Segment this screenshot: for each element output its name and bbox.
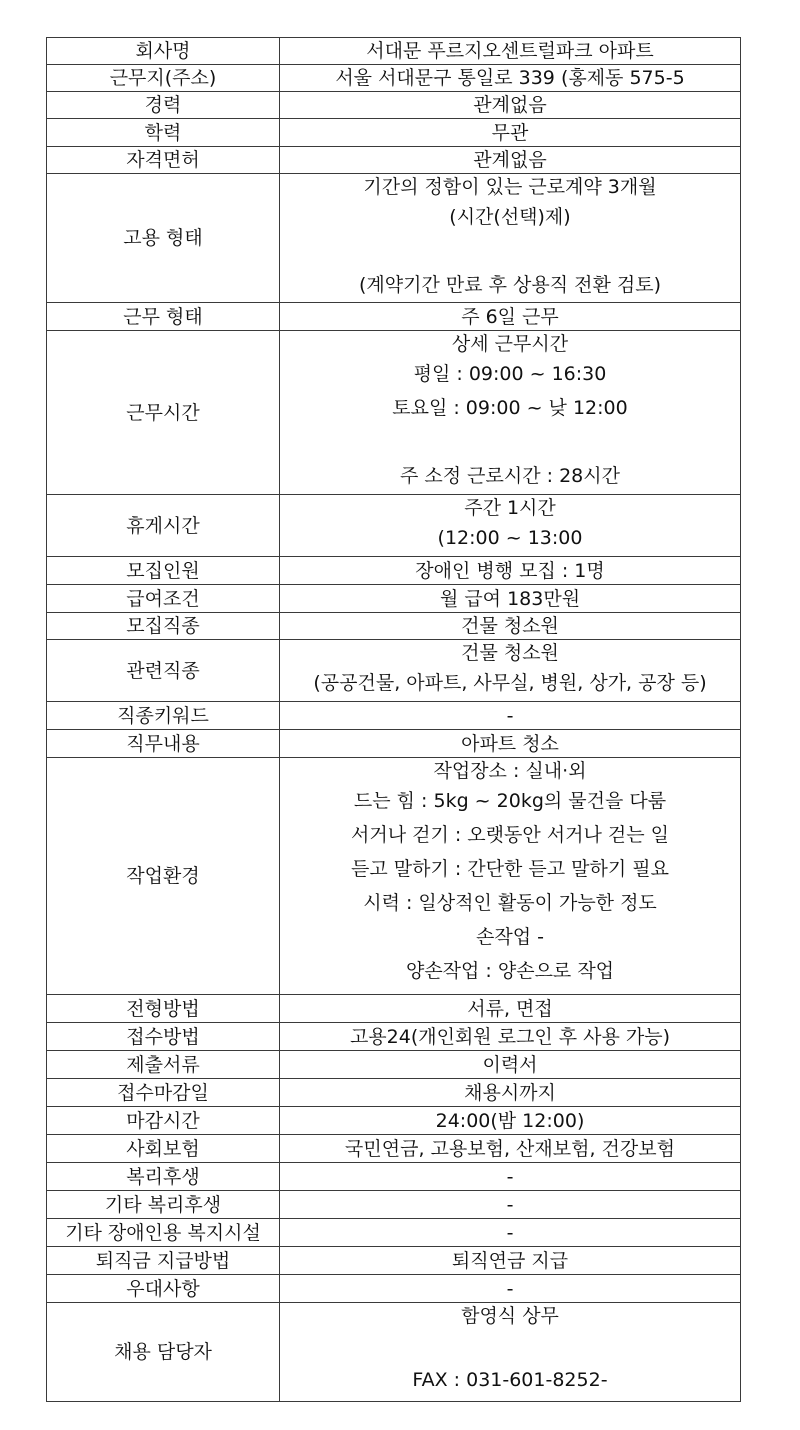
row-value: 관계없음 [280, 147, 741, 174]
value-line: (12:00 ~ 13:00 [437, 527, 583, 549]
table-row [47, 995, 741, 1023]
table-row [47, 557, 741, 585]
row-label: 급여조건 [47, 585, 280, 613]
row-label: 근무시간 [47, 331, 280, 495]
row-value: - [280, 1219, 741, 1247]
row-value: 24:00(밤 12:00) [280, 1107, 741, 1135]
value-line: 서거나 걷기 : 오랫동안 서거나 걷는 일 [351, 824, 669, 846]
table-row [47, 730, 741, 758]
value-line: (계약기간 만료 후 상용직 전환 검토) [359, 274, 661, 296]
table-row [47, 303, 741, 331]
row-value: 국민연금, 고용보험, 산재보험, 건강보험 [280, 1135, 741, 1163]
row-value: 서류, 면접 [280, 995, 741, 1023]
table-row [47, 640, 741, 702]
row-label: 회사명 [47, 38, 280, 65]
row-label: 퇴직금 지급방법 [47, 1247, 280, 1275]
row-value: 퇴직연금 지급 [280, 1247, 741, 1275]
row-label: 직종키워드 [47, 702, 280, 730]
table-row [47, 38, 741, 65]
row-label: 접수방법 [47, 1023, 280, 1051]
table-row [47, 702, 741, 730]
row-label: 자격면허 [47, 147, 280, 174]
row-label: 고용 형태 [47, 174, 280, 303]
value-line: 양손작업 : 양손으로 작업 [405, 960, 615, 982]
table-row [47, 1051, 741, 1079]
table-row [47, 758, 741, 995]
value-line: 듣고 말하기 : 간단한 듣고 말하기 필요 [351, 858, 669, 880]
table-row [47, 1247, 741, 1275]
row-value: 장애인 병행 모집 : 1명 [280, 557, 741, 585]
value-line: 작업장소 : 실내·외 [433, 760, 587, 782]
row-label: 접수마감일 [47, 1079, 280, 1107]
row-value: 이력서 [280, 1051, 741, 1079]
value-line: 손작업 - [476, 926, 544, 948]
job-posting-table [46, 37, 741, 1402]
row-value: - [280, 702, 741, 730]
row-label: 작업환경 [47, 758, 280, 995]
value-line [280, 234, 740, 268]
value-line [280, 425, 740, 459]
row-label: 채용 담당자 [47, 1303, 280, 1402]
row-label: 근무 형태 [47, 303, 280, 331]
row-value: - [280, 1275, 741, 1303]
table-row [47, 495, 741, 557]
value-line: 토요일 : 09:00 ~ 낮 12:00 [392, 397, 628, 419]
table-row [47, 585, 741, 613]
row-label: 우대사항 [47, 1275, 280, 1303]
table-row [47, 1275, 741, 1303]
row-label: 모집인원 [47, 557, 280, 585]
row-label: 직무내용 [47, 730, 280, 758]
value-line: 주간 1시간 [464, 497, 556, 519]
row-label: 경력 [47, 92, 280, 119]
table-row [47, 1107, 741, 1135]
row-value: 아파트 청소 [280, 730, 741, 758]
row-value: 채용시까지 [280, 1079, 741, 1107]
table-row [47, 1163, 741, 1191]
table-row [47, 1303, 741, 1402]
value-line: 상세 근무시간 [451, 333, 569, 355]
value-line: 함영식 상무 [461, 1305, 559, 1327]
value-line: (시간(선택)제) [449, 206, 571, 228]
row-value: - [280, 1163, 741, 1191]
row-value: 서대문 푸르지오센트럴파크 아파트 [280, 38, 741, 65]
value-line: 평일 : 09:00 ~ 16:30 [413, 363, 607, 385]
row-label: 기타 복리후생 [47, 1191, 280, 1219]
value-line: (공공건물, 아파트, 사무실, 병원, 상가, 공장 등) [313, 672, 707, 694]
row-value: 건물 청소원 [280, 613, 741, 640]
value-line: FAX : 031-601-8252- [412, 1369, 608, 1391]
table-row [47, 1023, 741, 1051]
table-row [47, 65, 741, 92]
value-line: 시력 : 일상적인 활동이 가능한 정도 [363, 892, 657, 914]
row-label: 마감시간 [47, 1107, 280, 1135]
table-row [47, 119, 741, 147]
row-label: 근무지(주소) [47, 65, 280, 92]
row-value [280, 758, 741, 995]
row-label: 사회보험 [47, 1135, 280, 1163]
row-value: 서울 서대문구 통일로 339 (홍제동 575-5 [280, 65, 741, 92]
value-line: 건물 청소원 [461, 642, 559, 664]
table-row [47, 1191, 741, 1219]
row-label: 모집직종 [47, 613, 280, 640]
row-label: 전형방법 [47, 995, 280, 1023]
table-row [47, 1079, 741, 1107]
row-value [280, 1303, 741, 1402]
row-label: 제출서류 [47, 1051, 280, 1079]
row-value [280, 495, 741, 557]
table-row [47, 92, 741, 119]
row-value [280, 640, 741, 702]
table-row [47, 331, 741, 495]
row-value [280, 331, 741, 495]
table-row [47, 1135, 741, 1163]
row-value: 관계없음 [280, 92, 741, 119]
row-label: 복리후생 [47, 1163, 280, 1191]
value-line [280, 1329, 740, 1363]
row-label: 관련직종 [47, 640, 280, 702]
table-row [47, 1219, 741, 1247]
value-line: 드는 힘 : 5kg ~ 20kg의 물건을 다룸 [353, 790, 667, 812]
table-row [47, 147, 741, 174]
row-value: 월 급여 183만원 [280, 585, 741, 613]
row-label: 휴게시간 [47, 495, 280, 557]
row-value: 고용24(개인회원 로그인 후 사용 가능) [280, 1023, 741, 1051]
value-line: 주 소정 근로시간 : 28시간 [400, 465, 620, 487]
row-value: 무관 [280, 119, 741, 147]
row-value: - [280, 1191, 741, 1219]
table-row [47, 174, 741, 303]
table-row [47, 613, 741, 640]
row-value [280, 174, 741, 303]
row-label: 기타 장애인용 복지시설 [47, 1219, 280, 1247]
value-line: 기간의 정함이 있는 근로계약 3개월 [363, 176, 657, 198]
row-label: 학력 [47, 119, 280, 147]
row-value: 주 6일 근무 [280, 303, 741, 331]
